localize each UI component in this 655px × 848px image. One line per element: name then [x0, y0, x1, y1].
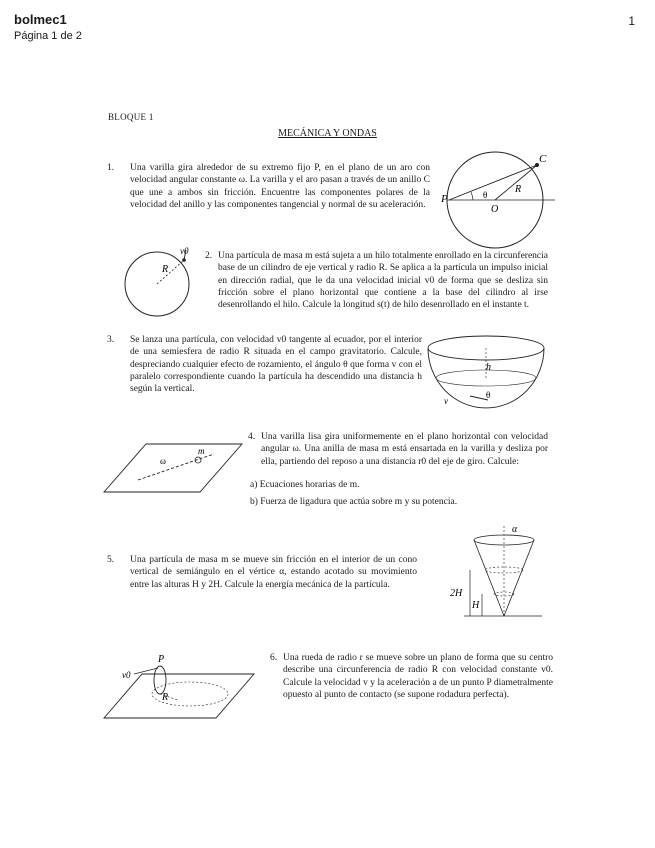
- problem-3-text: Se lanza una partícula, con velocidad v0 tangente al ecuador, por el interior de una semiesfera de radio R situada en el campo gravitatorio. Calcule, despreciando cualquier efecto de rozamiento, el ángulo θ que forma v con el paralelo correspondiente cuando la partícula ha descendido una distancia h según la vertical.: [130, 335, 422, 395]
- fig3-label-v: v: [444, 396, 448, 406]
- page-indicator: Página 1 de 2: [14, 30, 82, 42]
- document-title: bolmec1: [14, 12, 67, 27]
- fig1-label-p: P: [441, 193, 448, 205]
- figure-5-cone: [440, 518, 550, 623]
- fig2-label-r: R: [162, 264, 169, 275]
- fig4-label-omega: ω: [160, 456, 166, 466]
- figure-3-hemisphere: [424, 332, 549, 417]
- block-label: BLOQUE 1: [108, 112, 154, 122]
- fig1-label-c: C: [539, 153, 547, 165]
- problem-1-number: 1.: [107, 163, 115, 173]
- fig1-label-o: O: [491, 204, 499, 215]
- problem-3-number: 3.: [107, 335, 115, 345]
- problem-2-number: 2.: [205, 251, 213, 261]
- fig5-label-2h: 2H: [450, 588, 463, 599]
- fig3-label-angle: θ: [486, 390, 491, 400]
- problem-4-number: 4.: [248, 432, 256, 442]
- problem-6-number: 6.: [270, 653, 278, 663]
- fig2-label-v: v0: [180, 246, 189, 256]
- problem-5-number: 5.: [107, 555, 115, 565]
- problem-4-item-a: a) Ecuaciones horarias de m.: [250, 480, 360, 490]
- fig6-label-r: R: [162, 692, 169, 703]
- problem-6-text: Una rueda de radio r se mueve sobre un plano de forma que su centro describe una circunferencia de radio R con velocidad constante v0. Calcule la velocidad v y la aceleración a de un punto P diametralmente opuesto al punto de contacto (se supone rodadura perfecta).: [283, 653, 553, 700]
- figure-6-wheel: [102, 650, 257, 725]
- fig6-label-v: v0: [122, 670, 131, 680]
- problem-2-text: Una partícula de masa m está sujeta a un hilo totalmente enrollado en la circunferencia base de un cilindro de eje vertical y radio R. Se aplica a la partícula un impulso inicial en dirección radial, que le da una velocidad inicial v0 de forma que se desliza sin fricción sobre el plano horizontal que contiene a la base del cilindro al irse desenrollando el hilo. Calcule la longitud s(t) de hilo desenrollado en el instante t.: [218, 251, 548, 311]
- fig3-label-h: h: [486, 362, 491, 373]
- problem-4-item-b: b) Fuerza de ligadura que actúa sobre m y su potencia.: [250, 497, 458, 507]
- problem-1-text: Una varilla gira alrededor de su extremo fijo P, en el plano de un aro con velocidad angular constante ω. La varilla y el aro pasan a través de un anillo C que une a ambos sin fricción. Encuentre las componentes polares de la velocidad del anillo y las componentes tangencial y normal de su aceleración.: [130, 163, 430, 210]
- figure-4-plane-rod: [102, 432, 247, 504]
- fig5-label-h: H: [472, 600, 480, 611]
- subject-title: MECÁNICA Y ONDAS: [278, 128, 377, 139]
- fig5-label-alpha: α: [512, 524, 518, 535]
- problem-5-text: Una partícula de masa m se mueve sin fricción en el interior de un cono vertical de semiángulo en el vértice α, estando acotado su movimiento entre las alturas H y 2H. Calcule la energía mecánica de la partícula.: [130, 555, 417, 590]
- page-number: 1: [628, 14, 635, 28]
- fig1-label-r: R: [515, 184, 522, 195]
- figure-1-ring-rod: [441, 150, 555, 260]
- fig1-label-angle: θ: [483, 190, 488, 200]
- fig4-label-m: m: [198, 446, 205, 456]
- fig6-label-p: P: [158, 654, 165, 665]
- figure-2-cylinder: [120, 246, 213, 323]
- problem-4-text: Una varilla lisa gira uniformemente en el plano horizontal con velocidad angular ω. Una anilla de masa m está ensartada en la varilla y desliza por ella, partiendo del reposo a una distancia r0 del eje de giro. Calcule:: [261, 432, 548, 467]
